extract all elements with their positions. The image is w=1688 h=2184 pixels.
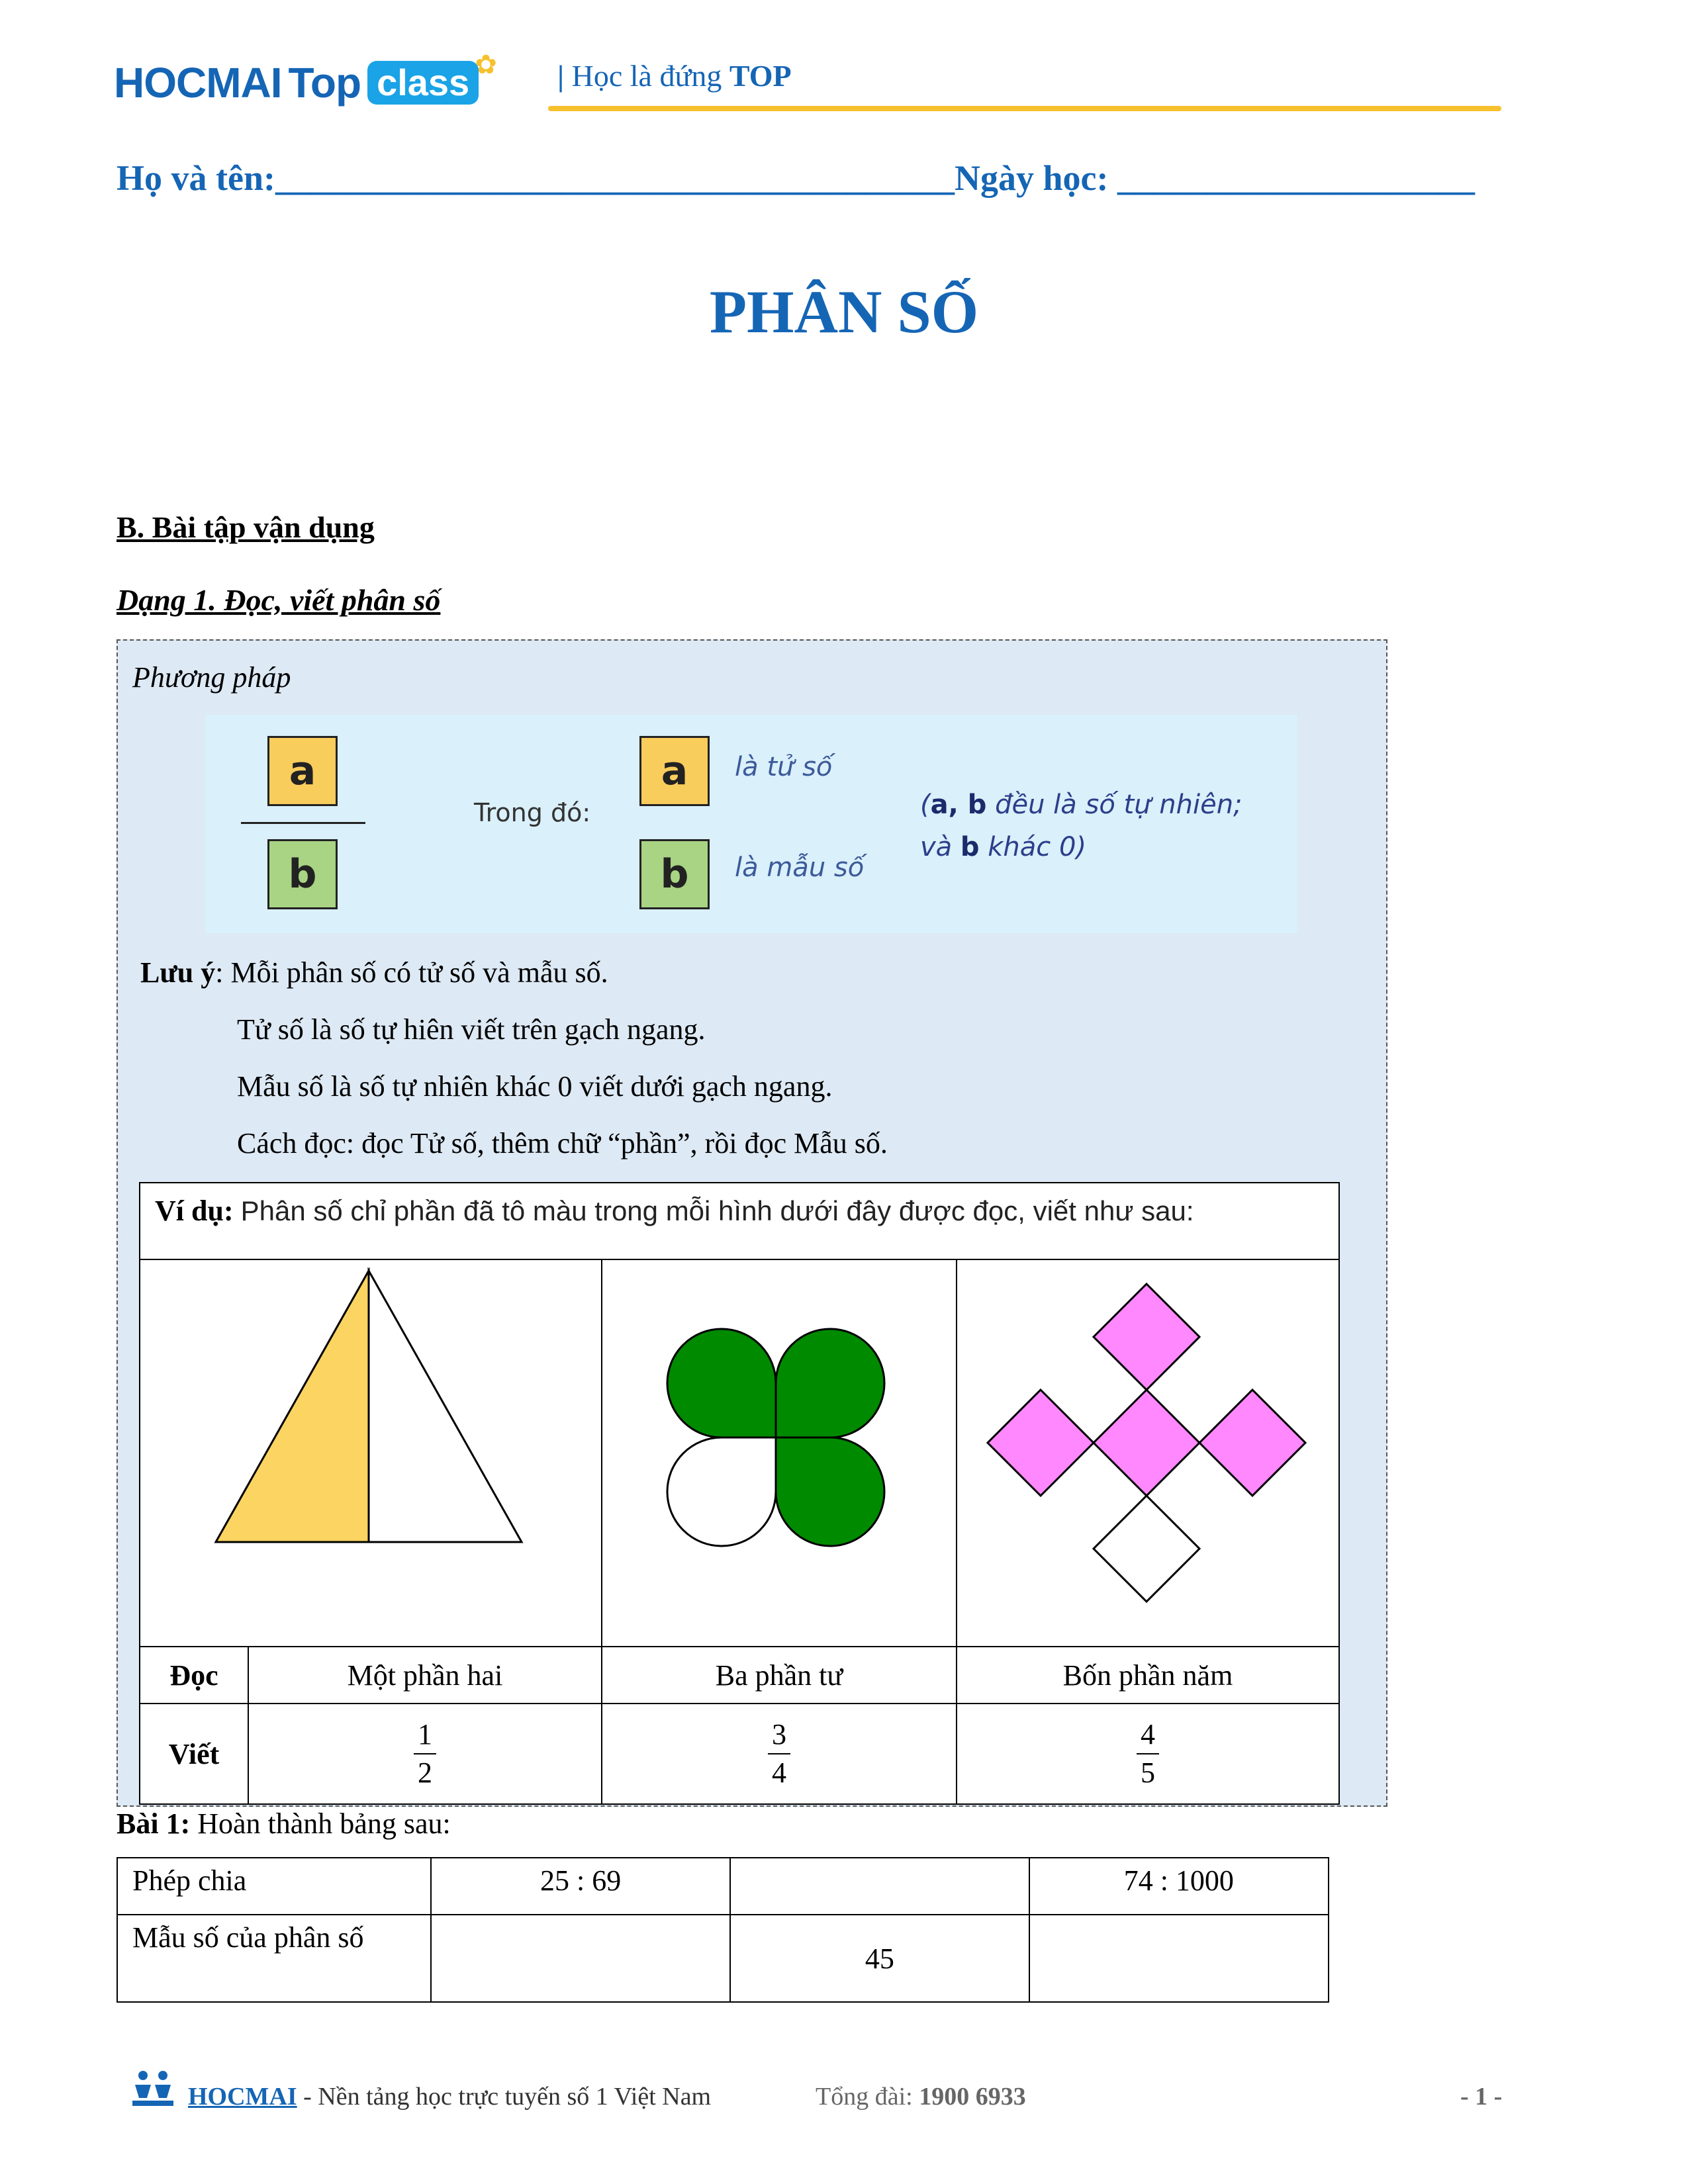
- clover-leaf-top-left: [667, 1329, 776, 1437]
- clover-leaf-bottom-right: [776, 1437, 884, 1546]
- example-caption: [140, 1183, 1339, 1259]
- triangle-white-half: [369, 1271, 522, 1542]
- write-cell-2: [602, 1704, 957, 1804]
- denominator-tile: b: [267, 839, 338, 909]
- mau-so-label: là mẫu số: [735, 852, 865, 883]
- logo-top: Top: [288, 59, 361, 107]
- bai1-cell-r2c3[interactable]: 45: [730, 1915, 1029, 2002]
- write-cell-1: [248, 1704, 602, 1804]
- condition-note: (a, b đều là số tự nhiên; và b khác 0): [920, 790, 1243, 862]
- bai1-label: Bài 1:: [117, 1807, 191, 1840]
- figure-clover: [602, 1259, 957, 1647]
- logo-class: class: [367, 61, 479, 105]
- name-date-line: [117, 158, 1475, 199]
- flower-icon: ✿: [475, 49, 497, 79]
- header-rule: [548, 106, 1501, 111]
- example-label: Ví dụ:: [155, 1195, 234, 1227]
- read-cell-3: Bốn phần năm: [957, 1647, 1339, 1704]
- row-label-doc: Đọc: [140, 1647, 248, 1704]
- bai1-heading: Bài 1: Hoàn thành bảng sau:: [117, 1807, 451, 1840]
- note-line-1: Lưu ý: Mỗi phân số có tử số và mẫu số.: [140, 956, 608, 989]
- row-label-viet: Viết: [140, 1704, 248, 1804]
- name-blank: ______________________________________: [275, 158, 955, 198]
- hotline-number: 1900 6933: [919, 2083, 1026, 2111]
- numerator-tile: a: [267, 736, 338, 806]
- footer-brand-link[interactable]: HOCMAI: [188, 2083, 297, 2111]
- fraction-1: $\frac{1}{2}$: [414, 1716, 436, 1792]
- read-cell-2: Ba phần tư: [602, 1647, 957, 1704]
- bai1-cell-r2c1: Mẫu số của phân số: [117, 1915, 431, 2002]
- tu-so-tile: a: [639, 736, 710, 806]
- fraction-bar: [241, 822, 365, 824]
- mau-so-tile: b: [639, 839, 710, 909]
- clover-leaf-top-right: [776, 1329, 884, 1437]
- fraction-2: $\frac{3}{4}$: [768, 1716, 790, 1792]
- date-label: Ngày học:: [954, 158, 1109, 198]
- note-line-3: Mẫu số là số tự nhiên khác 0 viết dưới gạch ngang.: [237, 1070, 833, 1103]
- triangle-shaded-half: [216, 1271, 369, 1542]
- note-label: Lưu ý: [140, 956, 216, 989]
- diamonds-figure: [957, 1260, 1338, 1639]
- page-number: - 1 -: [1460, 2083, 1503, 2111]
- page-title: PHÂN SỐ: [709, 278, 979, 345]
- footer-text: [188, 2082, 711, 2111]
- logo: [114, 49, 508, 107]
- date-blank: ____________________: [1117, 158, 1475, 198]
- fraction-3: $\frac{4}{5}$: [1137, 1716, 1159, 1792]
- bai1-cell-r1c4[interactable]: 74 : 1000: [1029, 1858, 1329, 1915]
- tu-so-label: là tử số: [735, 752, 833, 782]
- bai1-cell-r1c1: Phép chia: [117, 1858, 431, 1915]
- bai1-table: [117, 1857, 1329, 2003]
- diamond-top: [1094, 1284, 1199, 1390]
- note-line-4: Cách đọc: đọc Tử số, thêm chữ “phần”, rồi đọc Mẫu số.: [237, 1127, 888, 1160]
- name-label: Họ và tên:: [117, 158, 275, 198]
- footer-hotline: Tổng đài: 1900 6933: [816, 2083, 1026, 2111]
- footer-tagline: - Nền tảng học trực tuyến số 1 Việt Nam: [303, 2083, 712, 2111]
- clover-figure: [602, 1260, 956, 1639]
- clover-leaf-bottom-left: [667, 1437, 776, 1546]
- logo-hocmai: HOCMAI: [114, 59, 282, 107]
- example-table: [139, 1182, 1340, 1805]
- diamond-bottom: [1094, 1496, 1199, 1602]
- read-cell-1: Một phần hai: [248, 1647, 602, 1704]
- figure-diamonds: [957, 1259, 1339, 1647]
- diamond-left: [988, 1390, 1094, 1496]
- figure-triangle: [140, 1259, 602, 1647]
- method-label: Phương pháp: [132, 661, 291, 694]
- diamond-right: [1199, 1390, 1305, 1496]
- slogan-prefix: Học là đứng: [571, 59, 722, 93]
- footer-logo-icon: [130, 2069, 176, 2109]
- note-line-2: Tử số là số tự hiên viết trên gạch ngang.: [237, 1013, 706, 1046]
- bai1-cell-r1c2[interactable]: 25 : 69: [431, 1858, 730, 1915]
- section-heading: B. Bài tập vận dụng: [117, 510, 375, 544]
- slogan: | Học là đứng TOP: [557, 59, 792, 93]
- bai1-cell-r2c4[interactable]: [1029, 1915, 1329, 2002]
- slogan-top: TOP: [729, 59, 792, 93]
- bai1-cell-r1c3[interactable]: [730, 1858, 1029, 1915]
- formula-panel: [205, 715, 1297, 933]
- triangle-figure: [140, 1260, 601, 1639]
- trong-do-label: Trong đó:: [474, 798, 591, 827]
- method-box: [117, 639, 1387, 1807]
- write-cell-3: [957, 1704, 1339, 1804]
- bai1-cell-r2c2[interactable]: [431, 1915, 730, 2002]
- people-icon: [130, 2069, 176, 2109]
- example-text: Phân số chỉ phần đã tô màu trong mỗi hình dưới đây được đọc, viết như sau:: [240, 1195, 1194, 1226]
- subsection-heading: Dạng 1. Đọc, viết phân số: [117, 583, 441, 617]
- diamond-center: [1094, 1390, 1199, 1496]
